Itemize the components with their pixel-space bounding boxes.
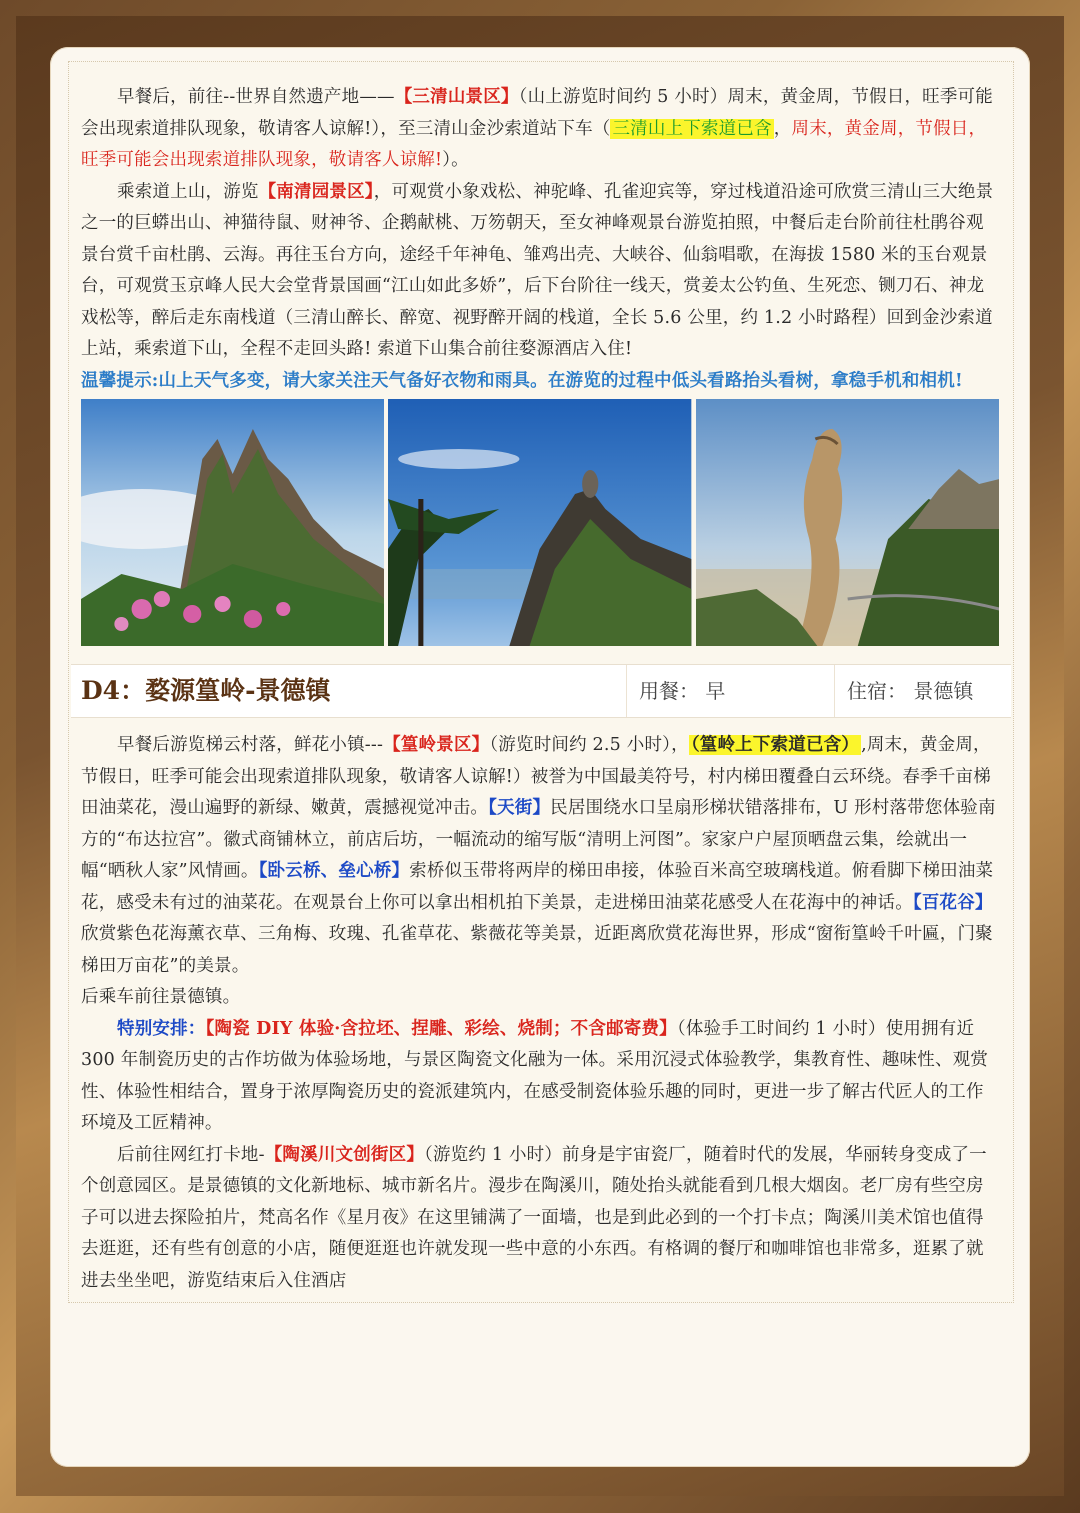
special-label: 特别安排： bbox=[117, 1018, 206, 1039]
pine-rock-photo bbox=[388, 399, 691, 646]
stay-info: 住宿： 景德镇 bbox=[834, 665, 1030, 717]
itinerary-card bbox=[50, 47, 1030, 1467]
day4-section bbox=[81, 730, 999, 1297]
content-area bbox=[68, 61, 1014, 1303]
scenic-label: 【三清山景区】 bbox=[394, 87, 519, 107]
day-title: D4：婺源篁岭-景德镇 bbox=[81, 676, 331, 705]
scenic-label: 【陶瓷 DIY 体验·含拉坯、捏雕、彩绘、烧制；不含邮寄费】 bbox=[205, 1018, 677, 1039]
scenic-label: 【卧云桥、垒心桥】 bbox=[258, 861, 410, 881]
scenic-label: 【南清园景区】 bbox=[258, 181, 374, 202]
paragraph-nanqingyuan: 乘索道上山，游览【南清园景区】，可观赏小象戏松、神驼峰、孔雀迎宾等，穿过栈道沿途可欣赏三清山三大绝景之一的巨蟒出山、神猫待鼠、财神爷、企鹅献桃、万笏朝天，至女神峰观景台游览拍照，中餐后走台阶前往杜鹃谷观景台赏千亩杜鹃、云海。再往玉台方向，途经千年神龟、雏鸡出壳、大峡谷、仙翁唱歌，在海拔 1580 米的玉台观景台，可观赏玉京峰人民大会堂背景国画“江山如此多娇”，后下台阶往一线天，赏姜太公钓鱼、生死恋、铡刀石、神龙戏松等，醉后走东南栈道（三清山醉长、醉宽、视野醉开阔的栈道，全长 5.6 公里，约 1.2 小时路程）回到金沙索道上站，乘索道下山，全程不走回头路! 索道下山集合前往婺源酒店入住! bbox=[81, 181, 994, 359]
scenic-label: 【篁岭景区】 bbox=[383, 735, 490, 755]
scenic-label: 【天街】 bbox=[488, 798, 551, 818]
highlight-cable-included: （篁岭上下索道已含） bbox=[690, 735, 860, 755]
paragraph-ceramic: 特别安排：【陶瓷 DIY 体验·含拉坯、捏雕、彩绘、烧制；不含邮寄费】（体验手工时间约 1 小时）使用拥有近 300 年制瓷历史的古作坊做为体验场地，与景区陶瓷文化融为一体。采用沉浸式体验教学，集教育性、趣味性、观赏性、体验性相结合，置身于浓厚陶瓷历史的瓷派建筑内，在感受制瓷体验乐趣的同时，更进一步了解古代匠人的工作环境及工匠精神。 bbox=[81, 1018, 989, 1133]
pillar-rock-photo bbox=[696, 399, 999, 646]
scenic-label: 【陶溪川文创街区】 bbox=[264, 1144, 425, 1165]
tip-text: 温馨提示:山上天气多变，请大家关注天气备好衣物和雨具。在游览的过程中低头看路抬头看树，拿稳手机和相机! bbox=[81, 370, 963, 391]
day-header bbox=[71, 664, 1011, 718]
paragraph-taoxichuan: 后前往网红打卡地-【陶溪川文创街区】（游览约 1 小时）前身是宇宙瓷厂，随着时代的发展，华丽转身变成了一个创意园区。是景德镇的文化新地标、城市新名片。漫步在陶溪川，随处抬头就能看到几根大烟囱。老厂房有些空房子可以进去探险拍片，梵高名作《星月夜》在这里铺满了一面墙，也是到此必到的一个打卡点；陶溪川美术馆也值得去逛逛，还有些有创意的小店，随便逛逛也许就发现一些中意的小东西。有格调的餐厅和咖啡馆也非常多，逛累了就进去坐坐吧，游览结束后入住酒店 bbox=[81, 1144, 987, 1291]
mountain-peaks-photo bbox=[81, 399, 384, 646]
paragraph-sanqingshan: 早餐后，前往--世界自然遗产地——【三清山景区】（山上游览时间约 5 小时）周末，黄金周，节假日，旺季可能会出现索道排队现象，敬请客人谅解!），至三清山金沙索道站下车（ 三清山上下索道已含 ，周末，黄金周，节假日，旺季可能会出现索道排队现象，敬请客人谅解!）。 bbox=[81, 87, 993, 170]
meal-info: 用餐： 早 bbox=[626, 665, 834, 717]
paragraph-transfer: 后乘车前往景德镇。 bbox=[81, 987, 241, 1007]
scenic-label: 【百花谷】 bbox=[912, 892, 993, 913]
paragraph-huangling: 早餐后游览梯云村落，鲜花小镇---【篁岭景区】（游览时间约 2.5 小时）， （篁岭上下索道已含） ,周末，黄金周，节假日，旺季可能会出现索道排队现象，敬请客人谅解!）被誉为中国最美符号，村内梯田覆叠白云环绕。春季千亩梯田油菜花，漫山遍野的新绿、嫩黄，震撼视觉冲击。【天街】民居围绕水口呈扇形梯状错落排布，U 形村落带您体验南方的“布达拉宫”。徽式商铺林立，前店后坊，一幅流动的缩写版“清明上河图”。家家户户屋顶晒盘云集，绘就出一幅“晒秋人家”风情画。【卧云桥、垒心桥】索桥似玉带将两岸的梯田串接，体验百米高空玻璃栈道。俯看脚下梯田油菜花，感受未有过的油菜花。在观景台上你可以拿出相机拍下美景，走进梯田油菜花感受人在花海中的神话。【百花谷】欣赏紫色花海薰衣草、三角梅、玫瑰、孔雀草花、紫薇花等美景，近距离欣赏花海世界，形成“窗衔篁岭千叶匾，门聚梯田万亩花”的美景。 bbox=[81, 735, 996, 976]
day3-section bbox=[81, 82, 999, 397]
photo-strip bbox=[81, 399, 999, 646]
highlight-cable-included: 三清山上下索道已含 bbox=[612, 118, 772, 139]
